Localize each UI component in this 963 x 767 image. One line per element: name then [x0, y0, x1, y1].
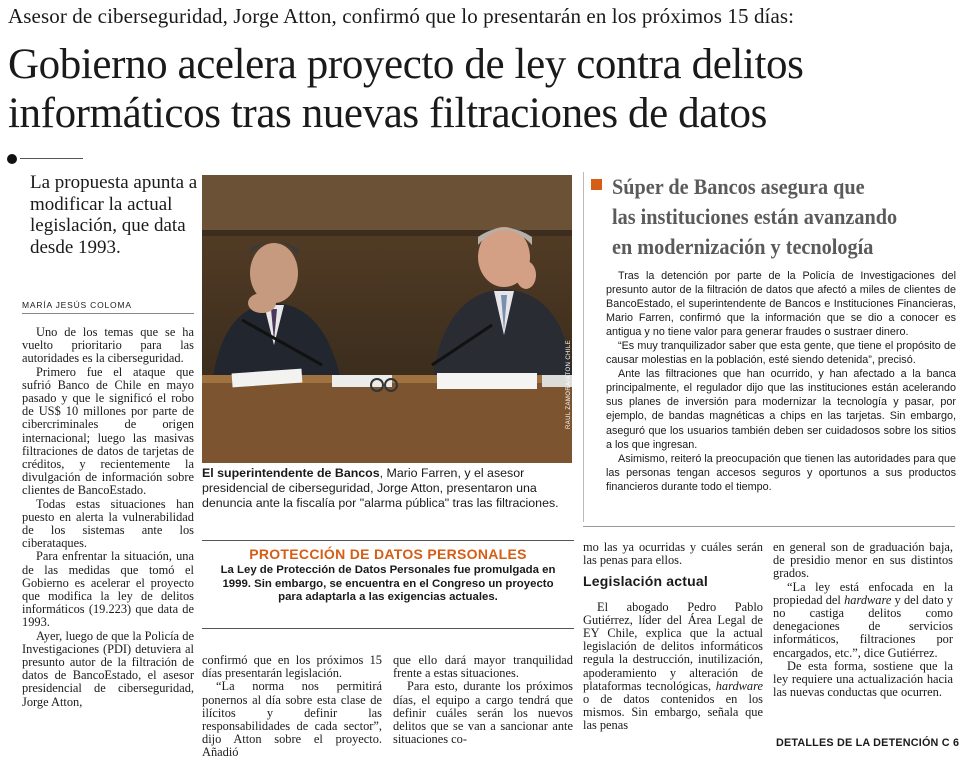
- paragraph: confirmó que en los próximos 15 días presentarán legislación.: [202, 653, 382, 681]
- caption-bold: El superintendente de Bancos: [202, 466, 380, 480]
- body-column-3: [393, 654, 573, 746]
- info-box: [202, 546, 574, 605]
- kicker: Asesor de ciberseguridad, Jorge Atton, confirmó que lo presentarán en los próximos 15 días:: [8, 4, 795, 28]
- sidebar-title: [612, 172, 929, 262]
- info-box-text: La Ley de Protección de Datos Personales fue promulgada en 1999. Sin embargo, se encuentra en el Congreso un proyecto para adaptarla a las exigencias actuales.: [220, 564, 556, 604]
- paragraph: [583, 601, 763, 733]
- paragraph: que ello dará mayor tranquilidad frente a estas situaciones.: [393, 653, 573, 681]
- photo-illustration: [202, 175, 572, 463]
- sidebar-title-line-2: las instituciones están avanzando: [612, 204, 898, 229]
- paragraph: [773, 581, 953, 660]
- box-rule-bottom: [202, 628, 574, 629]
- paragraph: Tras la detención por parte de la Policía de Investigaciones del presunto autor de la filtración de datos que afectó a miles de clientes de BancoEstado, el superintendente de Bancos e Instituciones Financieras, Mario Farren, confirmó que la información que se dio a conocer es antigua y no tiene valor para generar fraudes o sustraer dinero.: [606, 270, 956, 339]
- text: y del dato y no castiga delitos como denegaciones de servicios informáticos, filtraciones por encargados, etc.”, dice Gutiérrez.: [773, 592, 953, 660]
- paragraph: Para enfrentar la situación, una de las medidas que tomó el Gobierno es acelerar el proyecto que modifica la ley de delitos informáticos (19.223) que data de 1993.: [22, 549, 194, 630]
- paragraph: Todas estas situaciones han puesto en alerta la vulnerabilidad de los sistemas ante los ciberataques.: [22, 496, 194, 551]
- paragraph: Asimismo, reiteró la preocupación que tienen las autoridades para que las personas tengan accesos seguros y oportunos a sus productos financieros durante todo el tiempo.: [606, 452, 956, 493]
- paragraph: Uno de los temas que se ha vuelto prioritario para las autoridades es la ciberseguridad.: [22, 325, 194, 366]
- byline: MARÍA JESÚS COLOMA: [22, 300, 132, 310]
- info-box-title: PROTECCIÓN DE DATOS PERSONALES: [249, 546, 527, 562]
- paragraph: “La norma nos permitirá ponernos al día sobre esta clase de ilícitos y definir las responsabilidades de cada sector”, dijo Atton sobre el proyecto. Añadió: [202, 679, 382, 760]
- headline-line-2: informáticos tras nuevas filtraciones de datos: [8, 90, 767, 137]
- paragraph: Primero fue el ataque que sufrió Banco de Chile en mayo pasado y que le significó el robo de US$ 10 millones por parte de cibercriminales de origen internacional; luego las masivas filtraciones de datos de tarjetas de créditos, y recientemente la divulgación de información sobre clientes de BancoEstado.: [22, 364, 194, 498]
- section-subhead: Legislación actual: [583, 573, 708, 590]
- body-column-2: [202, 654, 382, 760]
- italic-text: hardware: [844, 592, 892, 607]
- byline-rule: [22, 313, 194, 314]
- paragraph: mo las ya ocurridas y cuáles serán las penas para ellos.: [583, 540, 763, 568]
- sidebar-title-line-1: Súper de Bancos asegura que: [612, 174, 865, 199]
- sidebar-body: [606, 269, 956, 494]
- box-rule-top: [202, 540, 574, 541]
- caption-text: , Mario Farren, y el asesor presidencial de ciberseguridad, Jorge Atton, presentaron una denuncia ante la fiscalía por "alarma pública" tras las filtraciones.: [202, 466, 559, 510]
- body-column-1: [22, 326, 194, 709]
- paragraph: Ante las filtraciones que han ocurrido, y han afectado a la banca principalmente, el regulador dijo que las instituciones están acelerando sus planes de inversión para modernizar la tecnología y pasar, por ejemplo, de bandas magnéticas a chips en las tarjetas. Sin embargo, aseguró que los usuarios también deben ser cuidadosos sobre los sitios a los que ingresan.: [606, 368, 956, 451]
- orange-square-icon: [591, 179, 602, 190]
- body-column-5: [773, 541, 953, 699]
- text: “La ley está enfocada en la propiedad del: [773, 579, 953, 607]
- headline: [8, 40, 958, 138]
- paragraph: en general son de graduación baja, de presidio menor en sus distintos grados.: [773, 540, 953, 581]
- paragraph: Ayer, luego de que la Policía de Investigaciones (PDI) detuviera al presunto autor de la filtración de datos de BancoEstado, el asesor presidencial de ciberseguridad, Jorge Atton,: [22, 628, 194, 709]
- italic-text: hardware: [715, 678, 763, 693]
- bullet-rule: [20, 158, 83, 159]
- paragraph: De esta forma, sostiene que la ley requiere una actualización hacia las nuevas conductas que ocurren.: [773, 658, 953, 700]
- paragraph: Para esto, durante los próximos días, el equipo a cargo tendrá que definir cuáles serán los nuevos delitos que se van a sancionar ante situaciones co-: [393, 679, 573, 747]
- bullet-dot: [7, 154, 17, 164]
- body-column-4: [583, 541, 763, 733]
- photo-caption: [202, 466, 574, 511]
- headline-line-1: Gobierno acelera proyecto de ley contra delitos: [8, 41, 804, 88]
- news-photo: [202, 175, 572, 463]
- photo-credit: RAÚL ZAMORA/ATON CHILE: [566, 340, 572, 430]
- paragraph: “Es muy tranquilizador saber que esta gente, que tiene el propósito de causar molestias en la población, esté siendo detenida”, precisó.: [606, 340, 956, 367]
- text: o de datos contenidos en los mismos. Sin embargo, señala que las penas: [583, 692, 763, 733]
- sidebar-bottom-rule: [583, 526, 955, 527]
- text: El abogado Pedro Pablo Gutiérrez, líder del Área Legal de EY Chile, explica que la actual legislación de delitos informáticos regula la destrucción, inutilización, apoderamiento y alteración de plataformas tecnológicas,: [583, 599, 763, 693]
- sidebar-divider: [583, 172, 584, 522]
- lead-text: La propuesta apunta a modificar la actual legislación, que data desde 1993.: [30, 172, 198, 258]
- sidebar-title-line-3: en modernización y tecnología: [612, 234, 874, 259]
- continuation-link[interactable]: DETALLES DE LA DETENCIÓN C 6: [776, 737, 960, 749]
